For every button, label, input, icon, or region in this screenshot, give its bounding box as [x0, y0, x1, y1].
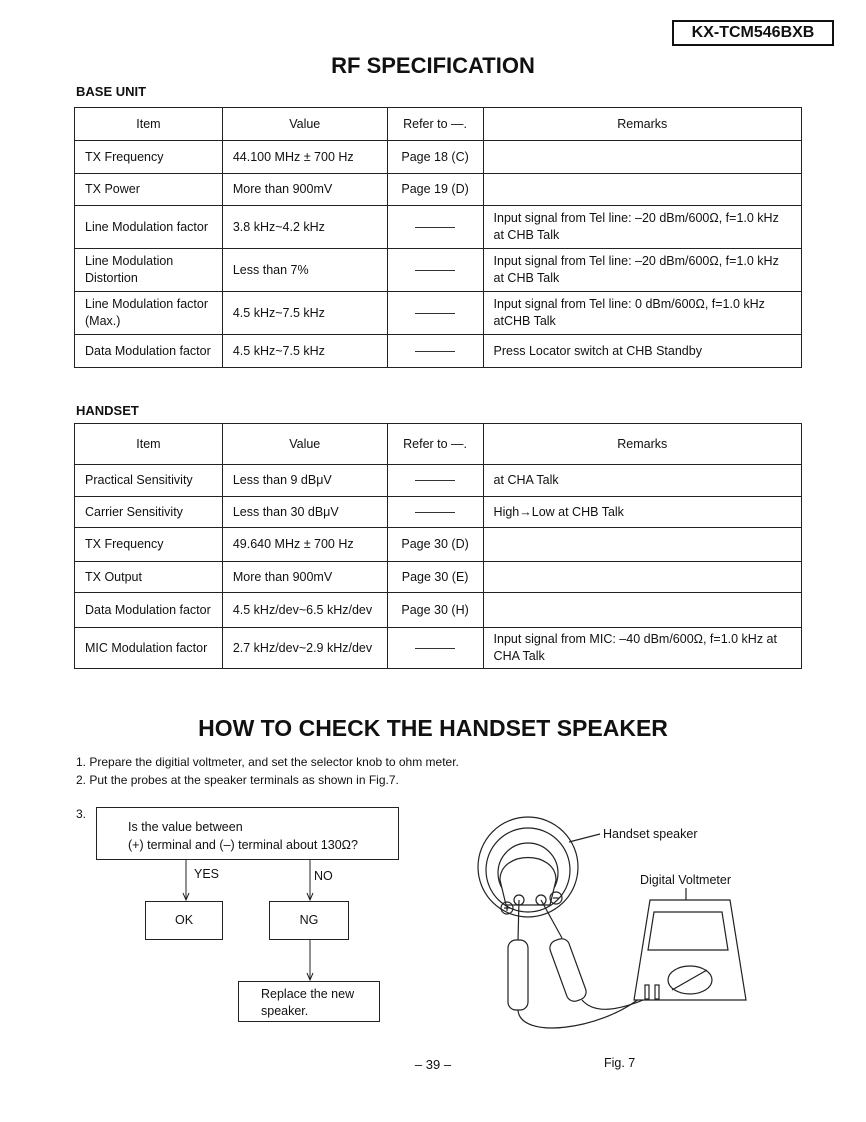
handset-cell-remarks: High→Low at CHB Talk	[483, 497, 801, 528]
handset-header-value: Value	[222, 424, 387, 465]
probe-plus-cable	[518, 998, 640, 1028]
handset-cell-remarks: at CHA Talk	[483, 465, 801, 497]
base-header-remarks: Remarks	[483, 108, 801, 141]
handset-cell-item: TX Frequency	[75, 528, 223, 562]
speaker-label: Handset speaker	[603, 827, 698, 841]
step-3-number: 3.	[76, 807, 87, 821]
base-cell-remarks: Input signal from Tel line: –20 dBm/600Ω, f=1.0 kHz at CHB Talk	[483, 249, 801, 292]
figure-caption: Fig. 7	[604, 1056, 636, 1070]
page-number: – 39 –	[414, 1057, 452, 1072]
jack-2	[655, 985, 659, 999]
handset-header-item: Item	[75, 424, 223, 465]
handset-header-refer: Refer to —.	[387, 424, 483, 465]
replace-line-2: speaker.	[261, 1004, 309, 1018]
base-header-value: Value	[222, 108, 387, 141]
base-cell-item: TX Frequency	[75, 141, 223, 174]
step-2: 2. Put the probes at the speaker terminals as shown in Fig.7.	[76, 773, 399, 787]
base-cell-item: Line Modulation factor (Max.)	[75, 292, 223, 335]
handset-cell-value: 49.640 MHz ± 700 Hz	[222, 528, 387, 562]
handset-cell-item: TX Output	[75, 562, 223, 593]
base-unit-label: BASE UNIT	[76, 84, 147, 99]
handset-cell-refer: Page 30 (E)	[387, 562, 483, 593]
probes-drawing	[508, 900, 648, 1028]
handset-cell-value: Less than 9 dBμV	[222, 465, 387, 497]
base-cell-refer: Page 18 (C)	[387, 141, 483, 174]
handset-cell-item: MIC Modulation factor	[75, 628, 223, 669]
voltmeter-label: Digital Voltmeter	[640, 873, 732, 887]
base-cell-item: Line Modulation factor	[75, 206, 223, 249]
handset-label: HANDSET	[76, 403, 139, 418]
step-1: 1. Prepare the digitial voltmeter, and set the selector knob to ohm meter.	[76, 755, 459, 769]
base-cell-value: 4.5 kHz~7.5 kHz	[222, 335, 387, 368]
base-cell-refer: Page 19 (D)	[387, 174, 483, 206]
jack-1	[645, 985, 649, 999]
base-cell-remarks: Press Locator switch at CHB Standby	[483, 335, 801, 368]
handset-header-remarks: Remarks	[483, 424, 801, 465]
probe-plus-tip	[518, 900, 519, 940]
handset-cell-item: Data Modulation factor	[75, 593, 223, 628]
ok-box: OK	[145, 901, 223, 940]
question-line-2: (+) terminal and (–) terminal about 130Ω?	[128, 838, 358, 852]
yes-label: YES	[194, 867, 220, 881]
base-cell-value: More than 900mV	[222, 174, 387, 206]
voltmeter-drawing	[634, 888, 746, 1000]
base-cell-value: 44.100 MHz ± 700 Hz	[222, 141, 387, 174]
no-label: NO	[314, 869, 333, 883]
model-number: KX-TCM546BXB	[672, 20, 834, 46]
handset-cell-refer: Page 30 (D)	[387, 528, 483, 562]
speaker-drawing	[478, 817, 600, 917]
handset-cell-value: Less than 30 dBμV	[222, 497, 387, 528]
speaker-leader-line	[569, 834, 600, 842]
handset-cell-refer: Page 30 (H)	[387, 593, 483, 628]
handset-cell-value: 4.5 kHz/dev~6.5 kHz/dev	[222, 593, 387, 628]
probe-minus-body	[548, 937, 589, 1004]
handset-cell-item: Practical Sensitivity	[75, 465, 223, 497]
base-header-item: Item	[75, 108, 223, 141]
base-cell-item: Data Modulation factor	[75, 335, 223, 368]
ng-box: NG	[269, 901, 349, 940]
voltmeter-display	[648, 912, 728, 950]
base-cell-remarks: Input signal from Tel line: –20 dBm/600Ω, f=1.0 kHz at CHB Talk	[483, 206, 801, 249]
base-header-refer: Refer to —.	[387, 108, 483, 141]
howto-title: HOW TO CHECK THE HANDSET SPEAKER	[198, 715, 668, 741]
handset-cell-item: Carrier Sensitivity	[75, 497, 223, 528]
speaker-terminal-block	[500, 858, 556, 906]
base-cell-remarks: Input signal from Tel line: 0 dBm/600Ω, f=1.0 kHz atCHB Talk	[483, 292, 801, 335]
rf-spec-title: RF SPECIFICATION	[331, 53, 535, 78]
base-cell-item: TX Power	[75, 174, 223, 206]
question-line-1: Is the value between	[128, 820, 243, 834]
handset-cell-value: 2.7 kHz/dev~2.9 kHz/dev	[222, 628, 387, 669]
handset-cell-remarks: Input signal from MIC: –40 dBm/600Ω, f=1.0 kHz at CHA Talk	[483, 628, 801, 669]
base-cell-value: 3.8 kHz~4.2 kHz	[222, 206, 387, 249]
probe-plus-body	[508, 940, 528, 1010]
replace-line-1: Replace the new	[261, 987, 355, 1001]
base-cell-value: Less than 7%	[222, 249, 387, 292]
base-cell-item: Line Modulation Distortion	[75, 249, 223, 292]
base-cell-value: 4.5 kHz~7.5 kHz	[222, 292, 387, 335]
handset-cell-value: More than 900mV	[222, 562, 387, 593]
